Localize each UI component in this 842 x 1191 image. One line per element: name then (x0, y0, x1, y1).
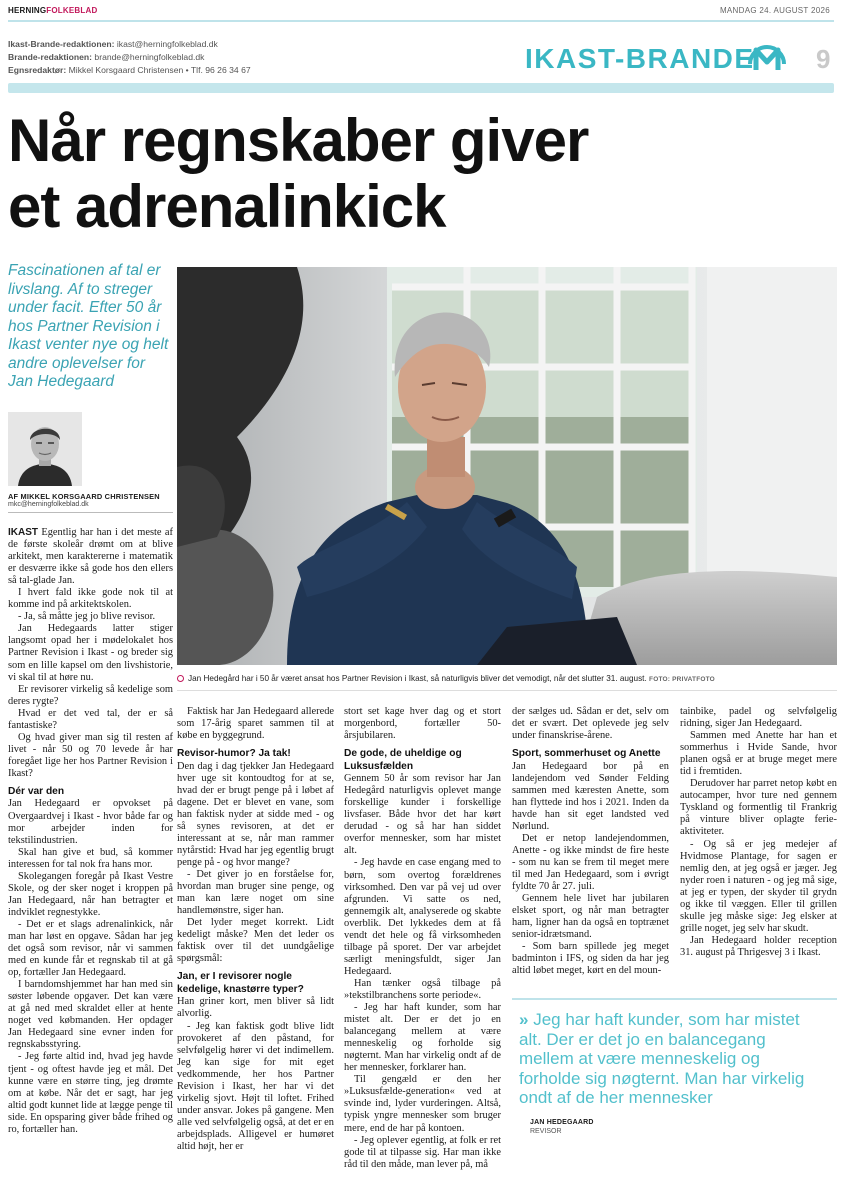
contact-label: Brande-redaktionen: (8, 52, 93, 62)
body-paragraph: Skolegangen foregår på Ikast Vestre Skole, og der sker noget i kroppen på Jan Hedegaard, når han betragter et indviklet regnestykke. (8, 870, 173, 918)
masthead-brand-part1: HERNING (8, 6, 47, 15)
quote-mark: » (519, 1010, 534, 1029)
body-paragraph: Det lyder meget korrekt. Lidt kedeligt måske? Men det leder os faktisk over til det uundgåelige spørgsmål: (177, 917, 334, 965)
body-paragraph: Og hvad giver man sig til resten af livet - når 50 og 70 levede år har foregået lige her hos Partner Revision i Ikast? (8, 731, 173, 779)
masthead-brand-part2: FOLKEBLAD (46, 6, 98, 15)
article-column-2 (177, 706, 334, 1153)
headline-line-2: et adrenalinkick (8, 173, 446, 240)
body-paragraph: Er revisorer virkelig så kedelige som deres rygte? (8, 683, 173, 707)
contact-label: Ikast-Brande-redaktionen: (8, 39, 115, 49)
main-photo (177, 267, 837, 665)
contact-line-editor (8, 64, 251, 77)
quote-divider (512, 998, 837, 1000)
headline-line-1: Når regnskaber giver (8, 107, 589, 174)
body-paragraph: tainbike, padel og selvfølgelig ridning, siger Jan Hedegaard. (680, 706, 837, 730)
body-paragraph: Gennem hele livet har jubilaren elsket sport, og når man betragter ham, ligner han da også en toptrænet senior-idrætsmand. (512, 893, 669, 941)
pull-quote (519, 1010, 819, 1108)
quote-attribution-role: REVISOR (530, 1128, 562, 1135)
body-paragraph: I barndomshjemmet har han med sin søster løbende opgaver. Det kan være at gå ned med skraldet eller at hente noget ved købmanden. Her opdager Jan Hedegaard sine evner inden for regnskabsstyring. (8, 979, 173, 1051)
quote-text: Jeg har haft kunder, som har mistet alt. Der er det jo en balancegang mellem at være menneskelig og forholde sig nøgternt. Man har virkelig ondt af de her mennesker (519, 1010, 805, 1107)
body-paragraph: - Jeg oplever egentlig, at folk er ret gode til at tilpasse sig. Har man ikke råd til den måde, man lever på, må (344, 1134, 501, 1170)
subheading: De gode, de uheldige og Luksusfælden (344, 748, 462, 772)
body-paragraph: Han tænker også tilbage på »tekstilbranchens sorte periode«. (344, 977, 501, 1001)
body-paragraph: I hvert fald ikke gode nok til at komme ind på arkitektskolen. (8, 587, 173, 611)
byline-email[interactable]: mkc@herningfolkeblad.dk (8, 501, 89, 508)
byline-divider (8, 512, 173, 513)
body-paragraph: - Jeg havde en case engang med to børn, som overtog forældrenes virksomhed. Den var på vej ud over afgrunden. Vi satte os ned, gennemgik alt, analyserede og skabte overblik. Det lykkedes dem at få vendt det hele og få virksomheden tilbage på sporet. Der var arbejdet særligt meningsfuldt, siger Jan Hedegaard. (344, 857, 501, 977)
main-photo-image (177, 267, 837, 665)
body-paragraph: Det er netop landejendommen, Anette - og ikke mindst de fire heste - som nu kan se frem til meget mere til med Jan Hedegaard, som i øvrigt fyldte 70 år 27. juli. (512, 832, 669, 893)
contact-value: ikast@herningfolkeblad.dk (114, 39, 218, 49)
subheading: Revisor-humor? Ja tak! (177, 748, 291, 760)
article-headline (8, 108, 828, 240)
dateline: IKAST (8, 527, 38, 538)
subheading: Jan, er I revisorer nogle kedelige, knastørre typer? (177, 971, 304, 995)
body-paragraph: Til gengæld er den her »Luksusfælde-generation« ved at svinde ind, lyder vurderingen. Altså, typisk yngre mennesker som bruger mere, end de har på kontoen. (344, 1074, 501, 1134)
caption-divider (177, 690, 837, 691)
body-paragraph: Sammen med Anette har han et sommerhus i Hvide Sande, hvor planen også er at bruge meget mere tid i fremtiden. (680, 730, 837, 778)
body-paragraph: der sælges ud. Sådan er det, selv om det er svært. Det oplevede jeg selv under finanskrise-årene. (512, 706, 669, 742)
subheading: Sport, sommerhuset og Anette (512, 748, 661, 760)
body-text: Egentlig har han i det meste af de første skoleår drømt om at blive arkitekt, men karaktererne i matematik er desværre ikke så gode hos den ellers så tal-glade Jan. (8, 527, 173, 587)
contact-block (8, 38, 251, 77)
photo-caption (177, 674, 837, 683)
quote-attribution-name: JAN HEDEGAARD (530, 1119, 594, 1126)
caption-text: Jan Hedegård har i 50 år været ansat hos Partner Revision i Ikast, så naturligvis bliver det vemodigt, når det slutter 31. august. (188, 674, 647, 683)
body-paragraph (8, 527, 173, 587)
issue-date: MANDAG 24. AUGUST 2026 (719, 6, 830, 15)
body-paragraph: - Og så er jeg medejer af Hvidmose Plantage, for sagen er nemlig den, at jeg også er jæger. Jeg nyder roen i naturen - og jeg må sige, at jeg er typen, der skyder til grydn og ikke til væggen. Eller til grillen skulle jeg måske sige: Jeg elsker at grille noget, jeg selv har skudt. (680, 838, 837, 934)
article-lead: Fascinationen af tal er livslang. Af to streger under facit. Efter 50 år hos Partner Revision i Ikast venter nye og helt andre oplevelser for Jan Hedegaard (8, 262, 169, 390)
contact-label: Egnsredaktør: (8, 65, 67, 75)
body-paragraph: Han griner kort, men bliver så lidt alvorlig. (177, 996, 334, 1020)
body-paragraph: Faktisk har Jan Hedegaard allerede som 17-årig sparet sammen til at købe en byggegrund. (177, 706, 334, 742)
body-paragraph: Jan Hedegaard bor på en landejendom ved Sønder Felding sammen med kæresten Anette, som han flyttede ind hos i 2021. Inden da havde han sit eget landsted ved Nørlund. (512, 760, 669, 832)
author-portrait-image (8, 412, 82, 486)
contact-line-ikast-brande (8, 38, 251, 51)
body-paragraph: - Jeg førte altid ind, hvad jeg havde tjent - og oftest havde jeg et mål. Det kunne være en større ting, jeg drømte om at købe. Når det er sagt, har jeg altid godt kunnet lide at lægge penge til side. En opsparing giver både frihed og ro, fortæller han. (8, 1051, 173, 1135)
body-paragraph: - Ja, så måtte jeg jo blive revisor. (18, 611, 156, 623)
contact-value: brande@herningfolkeblad.dk (92, 52, 205, 62)
article-column-5 (680, 706, 837, 959)
body-paragraph: Jan Hedegaard holder reception 31. august på Thrigesvej 3 i Ikast. (680, 934, 837, 958)
body-paragraph: Skal han give et bud, så kommer interessen for tal nok fra hans mor. (8, 846, 173, 870)
section-title: IKAST-BRANDE (525, 43, 755, 74)
body-paragraph: Jan Hedegaards latter stiger langsomt opad her i mødelokalet hos Partner Revision i Ikast - og breder sig som en lille kapsel om den livshistorie, vi skal til at høre nu. (8, 623, 173, 683)
byline-name: AF MIKKEL KORSGAARD CHRISTENSEN (8, 492, 160, 501)
body-paragraph: Gennem 50 år som revisor har Jan Hedegård naturligvis oplevet mange forskellige kunder i forskellige livsfaser. Både hvor det har kørt derudad - og så har han siddet overfor mennesker, som har mistet alt. (344, 773, 501, 857)
subheading: Dér var den (8, 785, 65, 797)
top-divider (8, 20, 834, 22)
page-number: 9 (816, 44, 831, 74)
body-paragraph: Hvad er det ved tal, der er så fantastiske? (8, 707, 173, 731)
m-logo-icon (744, 34, 790, 74)
body-paragraph: Jan Hedegaard er opvokset på Overgaardvej i Ikast - hvor både far og mor arbejder inden for tekstilindustrien. (8, 798, 173, 846)
body-paragraph: - Det giver jo en forståelse for, hvordan man bruger sine penge, og man kan lære noget om sine handlemønstre, siger han. (177, 869, 334, 917)
contact-line-brande (8, 51, 251, 64)
masthead (8, 6, 97, 15)
article-column-4 (512, 706, 669, 977)
section-band (8, 83, 834, 93)
body-paragraph: - Jeg kan faktisk godt blive lidt provokeret af den påstand, for selvfølgelig hører vi det indimellem. Jeg kan sige for mit eget vedkommende, her hos Partner Revision i Ikast, her har vi det virkelig sjovt. Højt til loftet. Frihed under ansvar. Jokes på gangene. Men alle ved selvfølgelig også, at det er en arbejdsplads. Alligevel er humøret altid højt, her er (177, 1020, 334, 1152)
body-paragraph: Derudover har parret netop købt en autocamper, hvor ture ned gennem Tyskland og formentlig til Frankrig på vinture bliver oplagte ferie-aktiviteter. (680, 778, 837, 838)
photo-credit: FOTO: PRIVATFOTO (649, 676, 715, 683)
body-paragraph: stort set kage hver dag og et stort morgenbord, fortæller 50-årsjubilaren. (344, 706, 501, 742)
body-paragraph: - Det er et slags adrenalinkick, når man har løst en opgave. Sådan har jeg det også som revisor, når vi sammen med en kunde får et regnskab til at gå op, fortæller Jan Hedegaard. (8, 918, 173, 979)
body-paragraph: - Jeg har haft kunder, som har mistet alt. Der er det jo en balancegang mellem at være menneskelig og forholde sig nøgternt. Man har virkelig ondt af de her mennesker, forklarer han. (344, 1002, 501, 1074)
author-avatar (8, 412, 82, 486)
article-column-1 (8, 527, 173, 1136)
contact-value: Mikkel Korsgaard Christensen • Tlf. 96 26 34 67 (66, 65, 251, 75)
body-paragraph: - Som barn spillede jeg meget badminton i IFS, og siden da har jeg altid løbet meget, kørt en del moun- (512, 941, 669, 977)
article-column-3 (344, 706, 501, 1171)
body-paragraph: Den dag i dag tjekker Jan Hedegaard hver uge sit kontoudtog for at se, hvad der er brugt penge på i løbet af dagene. Det er blevet en vane, som han faktisk nyder at sidde med - og så synes revisoren, at det er interessant at se, når man rammer nytårstid: Hvad har jeg egentlig brugt penge på - og hvor mange? (177, 760, 334, 869)
circle-bullet-icon (177, 675, 184, 682)
